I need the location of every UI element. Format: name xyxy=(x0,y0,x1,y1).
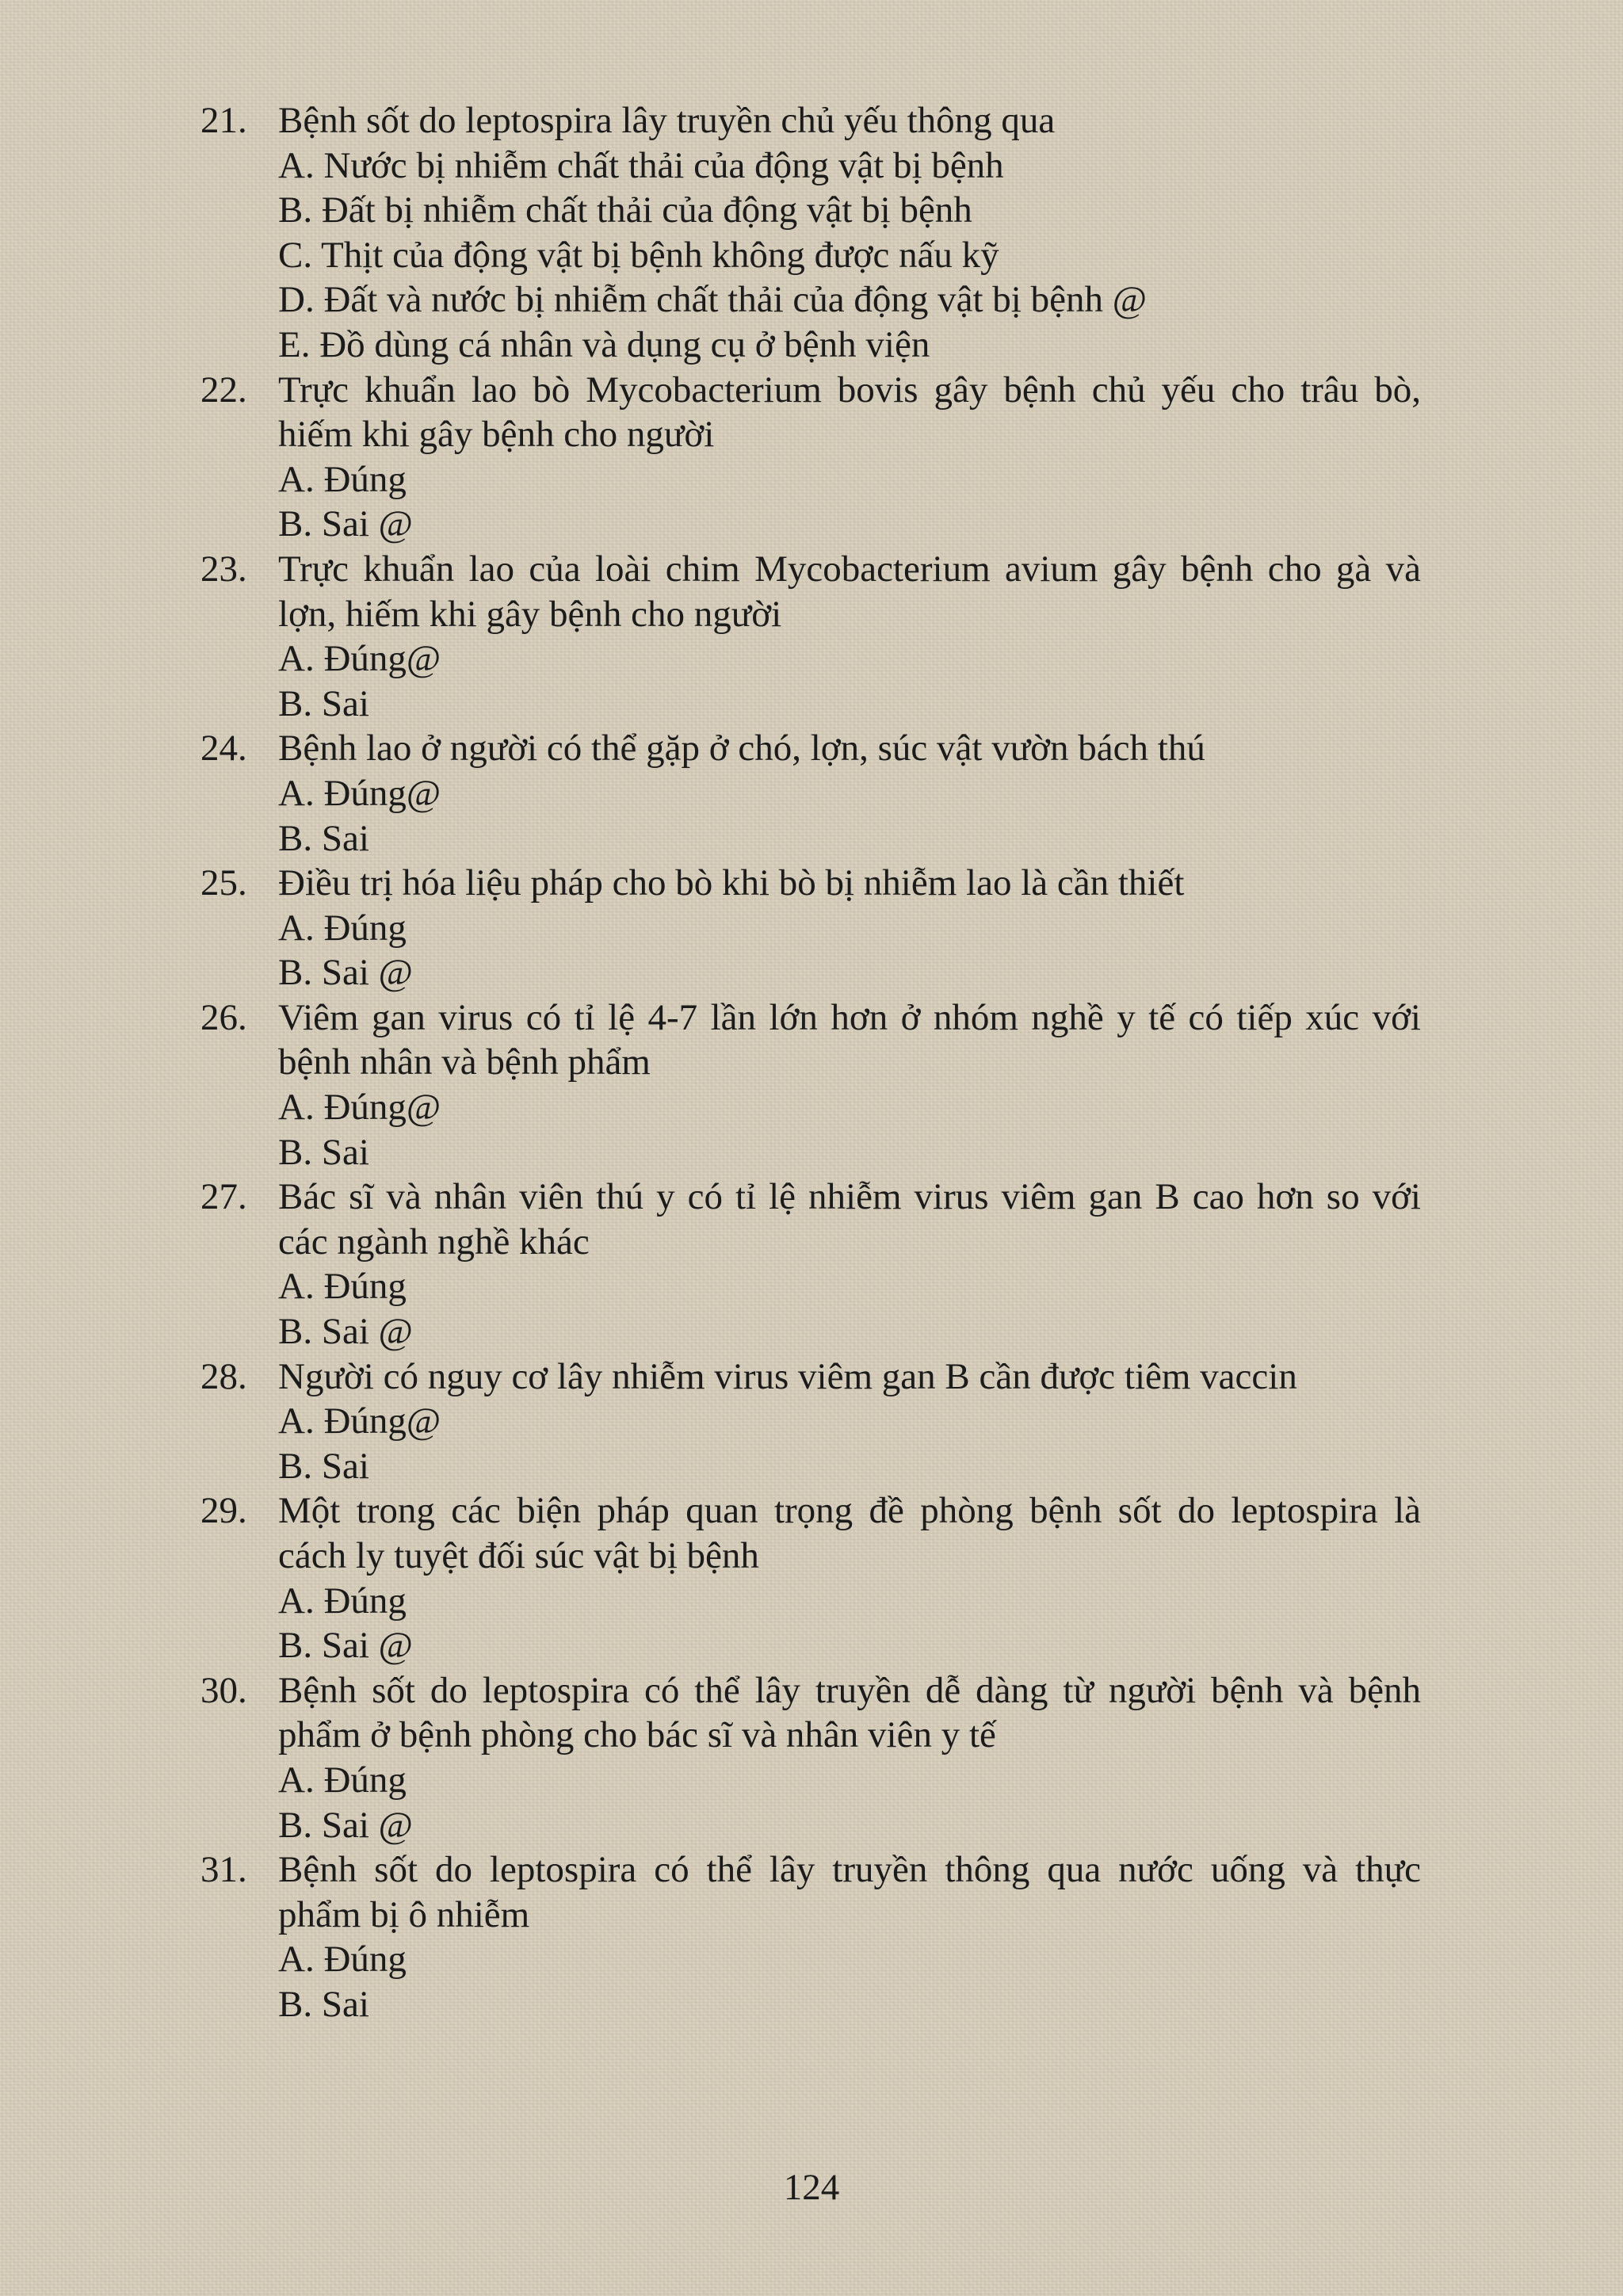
answer-option: B. Sai xyxy=(278,682,369,724)
question-text-line: Người có nguy cơ lây nhiễm virus viêm gan B cần được tiêm vaccin xyxy=(278,1355,1297,1397)
question-body xyxy=(278,1175,1421,1354)
answer-option: B. Sai xyxy=(278,1131,369,1173)
answer-option: A. Đúng@ xyxy=(278,1400,441,1442)
question-text-line: Viêm gan virus có tỉ lệ 4-7 lần lớn hơn ở nhóm nghề y tế có tiếp xúc với xyxy=(278,996,1421,1038)
question-text-line: Bệnh sốt do leptospira lây truyền chủ yếu thông qua xyxy=(278,100,1056,141)
question-text-line: Trực khuẩn lao bò Mycobacterium bovis gây bệnh chủ yếu cho trâu bò, xyxy=(278,369,1421,411)
question-number: 24. xyxy=(200,728,247,770)
question-number: 26. xyxy=(200,996,247,1038)
answer-option: B. Sai @ xyxy=(278,1804,413,1846)
answer-option: A. Đúng xyxy=(278,458,407,500)
answer-option: A. Đúng xyxy=(278,1580,407,1622)
question-item xyxy=(200,1668,1421,1847)
question-text-line: phẩm ở bệnh phòng cho bác sĩ và nhân viên y tế xyxy=(278,1714,996,1756)
question-item xyxy=(200,726,1421,861)
page-number: 124 xyxy=(783,2167,840,2208)
question-text-line: hiếm khi gây bệnh cho người xyxy=(278,414,715,456)
answer-option: B. Sai @ xyxy=(278,1311,413,1353)
question-item xyxy=(200,1175,1421,1354)
question-number: 27. xyxy=(200,1176,247,1218)
question-text-line: bệnh nhân và bệnh phẩm xyxy=(278,1041,651,1083)
answer-option: A. Đúng xyxy=(278,1266,407,1308)
question-body xyxy=(278,995,1421,1175)
question-text-line: các ngành nghề khác xyxy=(278,1221,590,1263)
question-text-line: Trực khuẩn lao của loài chim Mycobacterium avium gây bệnh cho gà và xyxy=(278,548,1421,590)
question-number: 29. xyxy=(200,1490,247,1532)
answer-option: A. Đúng@ xyxy=(278,638,441,680)
question-text-line: lợn, hiếm khi gây bệnh cho người xyxy=(278,593,782,635)
question-body xyxy=(278,368,1421,547)
question-number: 31. xyxy=(200,1849,247,1891)
answer-option: B. Sai xyxy=(278,1445,369,1487)
question-body xyxy=(278,1488,1421,1668)
question-text-line: Một trong các biện pháp quan trọng đề phòng bệnh sốt do leptospira là xyxy=(278,1490,1421,1532)
question-item xyxy=(200,1488,1421,1668)
answer-option: B. Sai @ xyxy=(278,952,413,994)
question-list xyxy=(200,98,1421,2027)
question-item xyxy=(200,368,1421,547)
question-text-line: Bệnh lao ở người có thể gặp ở chó, lợn, súc vật vườn bách thú xyxy=(278,728,1205,770)
answer-option: B. Sai @ xyxy=(278,1625,413,1667)
answer-option: B. Sai xyxy=(278,1983,369,2025)
question-body xyxy=(278,98,1421,368)
question-body xyxy=(278,1354,1421,1489)
question-text-line: Bệnh sốt do leptospira có thể lây truyền thông qua nước uống và thực xyxy=(278,1849,1421,1891)
answer-option: A. Đúng xyxy=(278,1759,407,1801)
question-text-line: phẩm bị ô nhiễm xyxy=(278,1893,530,1935)
question-item xyxy=(200,1847,1421,2027)
question-body xyxy=(278,1668,1421,1847)
question-body xyxy=(278,1847,1421,2027)
question-item xyxy=(200,995,1421,1175)
question-number: 25. xyxy=(200,862,247,904)
answer-option: D. Đất và nước bị nhiễm chất thải của động vật bị bệnh @ xyxy=(278,279,1147,321)
question-body xyxy=(278,547,1421,726)
answer-option: A. Đúng@ xyxy=(278,1087,441,1129)
question-item xyxy=(200,861,1421,995)
answer-option: B. Đất bị nhiễm chất thải của động vật bị bệnh xyxy=(278,189,972,231)
question-item xyxy=(200,547,1421,726)
answer-option: A. Nước bị nhiễm chất thải của động vật bị bệnh xyxy=(278,144,1004,186)
answer-option: A. Đúng xyxy=(278,1939,407,1981)
answer-option: E. Đồ dùng cá nhân và dụng cụ ở bệnh viện xyxy=(278,323,930,365)
question-text-line: cách ly tuyệt đối súc vật bị bệnh xyxy=(278,1535,759,1576)
answer-option: B. Sai xyxy=(278,817,369,859)
answer-option: A. Đúng@ xyxy=(278,772,441,814)
question-number: 30. xyxy=(200,1669,247,1711)
question-text-line: Bệnh sốt do leptospira có thể lây truyền dễ dàng từ người bệnh và bệnh xyxy=(278,1669,1421,1711)
question-item xyxy=(200,98,1421,368)
question-body xyxy=(278,726,1421,861)
answer-option: A. Đúng xyxy=(278,907,407,949)
question-text-line: Điều trị hóa liệu pháp cho bò khi bò bị nhiễm lao là cần thiết xyxy=(278,862,1185,904)
question-number: 22. xyxy=(200,369,247,411)
question-number: 28. xyxy=(200,1355,247,1397)
question-body xyxy=(278,861,1421,995)
question-number: 23. xyxy=(200,548,247,590)
question-text-line: Bác sĩ và nhân viên thú y có tỉ lệ nhiễm virus viêm gan B cao hơn so với xyxy=(278,1176,1421,1218)
answer-option: C. Thịt của động vật bị bệnh không được nấu kỹ xyxy=(278,234,999,276)
question-item xyxy=(200,1354,1421,1489)
question-number: 21. xyxy=(200,100,247,141)
answer-option: B. Sai @ xyxy=(278,503,413,545)
